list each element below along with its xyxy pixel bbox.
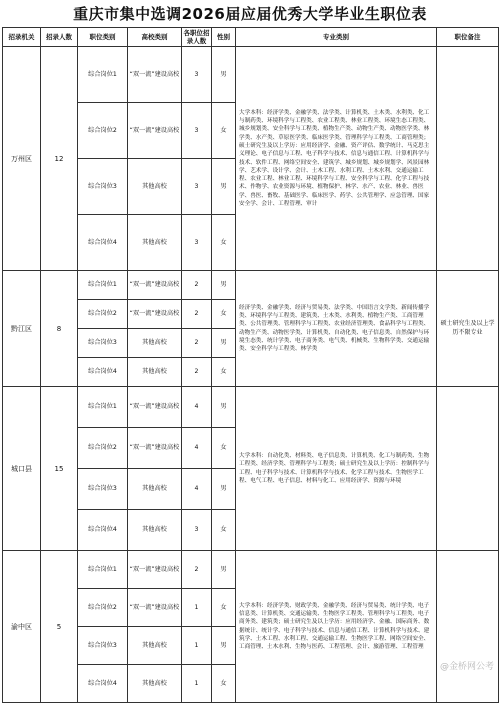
tier-cell: 其他高校 — [128, 627, 182, 665]
major-qianjiang: 经济学类、金融学类、经济与贸易类、法学类、中国语言文学类、新闻传播学类、环境科学与工程类、建筑类、土木类、水利类、植物生产类、工商管理类、公共管理类、管理科学与工程类、农业经济管理类、食品科学与工程类、动物生产类、动物医学类、计算机类、自动化类、电子信息类、自然保护与环境生态类、统计学类、电子商务类、电气类、机械类、生物科学类、交通运输类、安全科学与工程类、林学类 — [236, 271, 437, 387]
tier-cell: 其他高校 — [128, 159, 182, 215]
position-cell: 综合岗位3 — [78, 469, 128, 510]
gender-cell: 女 — [212, 665, 236, 703]
sub-count-cell: 1 — [182, 665, 212, 703]
sub-count-cell: 4 — [182, 387, 212, 428]
sub-count-cell: 4 — [182, 469, 212, 510]
header-tier: 高校类别 — [128, 28, 182, 47]
major-wanzhou: 大学本科：经济学类、金融学类、法学类、计算机类、土木类、水利类、化工与制药类、环境科学与工程类、农业工程类、林业工程类、环境生态工程类、城乡规划类、安全科学与工程类、植物生产类、动物生产类、动物医学类、林学类、水产类、草原医学类、临床医学类、管理科学与工程类、工商管理类；硕士研究生及以上学历：应用经济学、金融、资产评估、数学统计、马克思主义理论、电子信息与工程、电子科学与技术、信息与通信工程、计算机科学与技术、软件工程、网络空间安全、建筑学、城乡规划、城乡规划学、风景园林学、艺术学、设计学、会计、土木工程、水利工程、土木水利、交通运输工程、农业工程、林业工程、环境科学与工程、安全科学与工程、化学工程与技术、作物学、农业资源与环境、植物保护、林学、水产、农业、林业、兽医学、兽医、畜牧、基础医学、临床医学、药学、公共管理学、应急管理、国家安全学、会计、工程管理、审计 — [236, 47, 437, 271]
tier-cell: 其他高校 — [128, 215, 182, 271]
note-chengkou — [437, 387, 499, 551]
count-chengkou: 15 — [41, 387, 78, 551]
tier-cell: 其他高校 — [128, 358, 182, 387]
position-table — [2, 27, 499, 703]
note-yuzhong — [437, 551, 499, 703]
position-cell: 综合岗位4 — [78, 358, 128, 387]
page-title: 重庆市集中选调2026届应届优秀大学毕业生职位表 — [73, 5, 427, 23]
position-cell: 综合岗位1 — [78, 387, 128, 428]
major-chengkou: 大学本科：自动化类、材料类、电子信息类、计算机类、化工与制药类、生物工程类、经济学类、管理科学与工程类；硕士研究生及以上学历：控制科学与工程、电子科学与技术、计算机科学与技术、化学工程与技术、生物医学工程、电气工程、电子信息、材料与化工、应用经济学、资源与环境 — [236, 387, 437, 551]
count-wanzhou: 12 — [41, 47, 78, 271]
gender-cell: 女 — [212, 300, 236, 329]
header-row — [3, 28, 499, 47]
sub-count-cell: 2 — [182, 300, 212, 329]
sub-count-cell: 2 — [182, 271, 212, 300]
sub-count-cell: 3 — [182, 47, 212, 103]
tier-cell: “双一流”建设高校 — [128, 103, 182, 159]
gender-cell: 女 — [212, 215, 236, 271]
tier-cell: “双一流”建设高校 — [128, 271, 182, 300]
sub-count-cell: 1 — [182, 589, 212, 627]
header-sub-count: 各职位招录人数 — [183, 29, 210, 45]
position-cell: 综合岗位2 — [78, 300, 128, 329]
unit-qianjiang: 黔江区 — [3, 271, 41, 387]
position-cell: 综合岗位3 — [78, 159, 128, 215]
position-cell: 综合岗位2 — [78, 428, 128, 469]
gender-cell: 男 — [212, 469, 236, 510]
count-yuzhong: 5 — [41, 551, 78, 703]
tier-cell: “双一流”建设高校 — [128, 300, 182, 329]
tier-cell: 其他高校 — [128, 469, 182, 510]
tier-cell: “双一流”建设高校 — [128, 387, 182, 428]
table-row — [3, 551, 499, 589]
header-note: 职位备注 — [437, 28, 499, 47]
gender-cell: 女 — [212, 103, 236, 159]
header-gender: 性别 — [212, 28, 236, 47]
note-wanzhou — [437, 47, 499, 271]
gender-cell: 男 — [212, 159, 236, 215]
gender-cell: 男 — [212, 387, 236, 428]
tier-cell: “双一流”建设高校 — [128, 47, 182, 103]
sub-count-cell: 2 — [182, 329, 212, 358]
tier-cell: “双一流”建设高校 — [128, 428, 182, 469]
position-cell: 综合岗位3 — [78, 329, 128, 358]
sub-count-cell: 2 — [182, 358, 212, 387]
sub-count-cell: 4 — [182, 428, 212, 469]
sub-count-cell: 1 — [182, 627, 212, 665]
unit-wanzhou: 万州区 — [3, 47, 41, 271]
sub-count-cell: 3 — [182, 215, 212, 271]
gender-cell: 男 — [212, 271, 236, 300]
sub-count-cell: 2 — [182, 551, 212, 589]
position-cell: 综合岗位4 — [78, 665, 128, 703]
header-unit: 招录机关 — [3, 28, 41, 47]
gender-cell: 男 — [212, 627, 236, 665]
position-cell: 综合岗位1 — [78, 271, 128, 300]
table-row — [3, 387, 499, 428]
position-cell: 综合岗位1 — [78, 47, 128, 103]
tier-cell: “双一流”建设高校 — [128, 589, 182, 627]
sub-count-cell: 3 — [182, 103, 212, 159]
sub-count-cell: 3 — [182, 510, 212, 551]
table-row — [3, 271, 499, 300]
position-cell: 综合岗位3 — [78, 627, 128, 665]
gender-cell: 男 — [212, 329, 236, 358]
watermark: @金桥网公考 — [439, 662, 494, 672]
tier-cell: “双一流”建设高校 — [128, 551, 182, 589]
unit-chengkou: 城口县 — [3, 387, 41, 551]
gender-cell: 男 — [212, 551, 236, 589]
table-row — [3, 47, 499, 103]
gender-cell: 女 — [212, 428, 236, 469]
position-cell: 综合岗位4 — [78, 510, 128, 551]
gender-cell: 女 — [212, 589, 236, 627]
unit-yuzhong: 渝中区 — [3, 551, 41, 703]
position-cell: 综合岗位2 — [78, 589, 128, 627]
header-count: 招录人数 — [41, 28, 78, 47]
sub-count-cell: 3 — [182, 159, 212, 215]
note-qianjiang: 硕士研究生及以上学历不限专业 — [437, 271, 499, 387]
gender-cell: 女 — [212, 510, 236, 551]
position-cell: 综合岗位1 — [78, 551, 128, 589]
header-position: 职位类别 — [78, 28, 128, 47]
gender-cell: 男 — [212, 47, 236, 103]
major-yuzhong: 大学本科：经济学类、财政学类、金融学类、经济与贸易类、统计学类、电子信息类、计算机类、交通运输类、生物医学工程类、管理科学与工程类、电子商务类、建筑类；硕士研究生及以上学历：应用经济学、金融、国际商务、数据统计、统计学、电子科学与技术、信息与通信工程、计算机科学与技术、建筑学、土木工程、水利工程、交通运输工程、生物医学工程、网络空间安全、工商管理、土木水利、生物与医药、工程管理、会计、旅游管理、工程管理 — [236, 551, 437, 703]
tier-cell: 其他高校 — [128, 665, 182, 703]
tier-cell: 其他高校 — [128, 510, 182, 551]
position-cell: 综合岗位4 — [78, 215, 128, 271]
position-cell: 综合岗位2 — [78, 103, 128, 159]
tier-cell: 其他高校 — [128, 329, 182, 358]
header-major: 专业类别 — [236, 28, 437, 47]
gender-cell: 女 — [212, 358, 236, 387]
count-qianjiang: 8 — [41, 271, 78, 387]
